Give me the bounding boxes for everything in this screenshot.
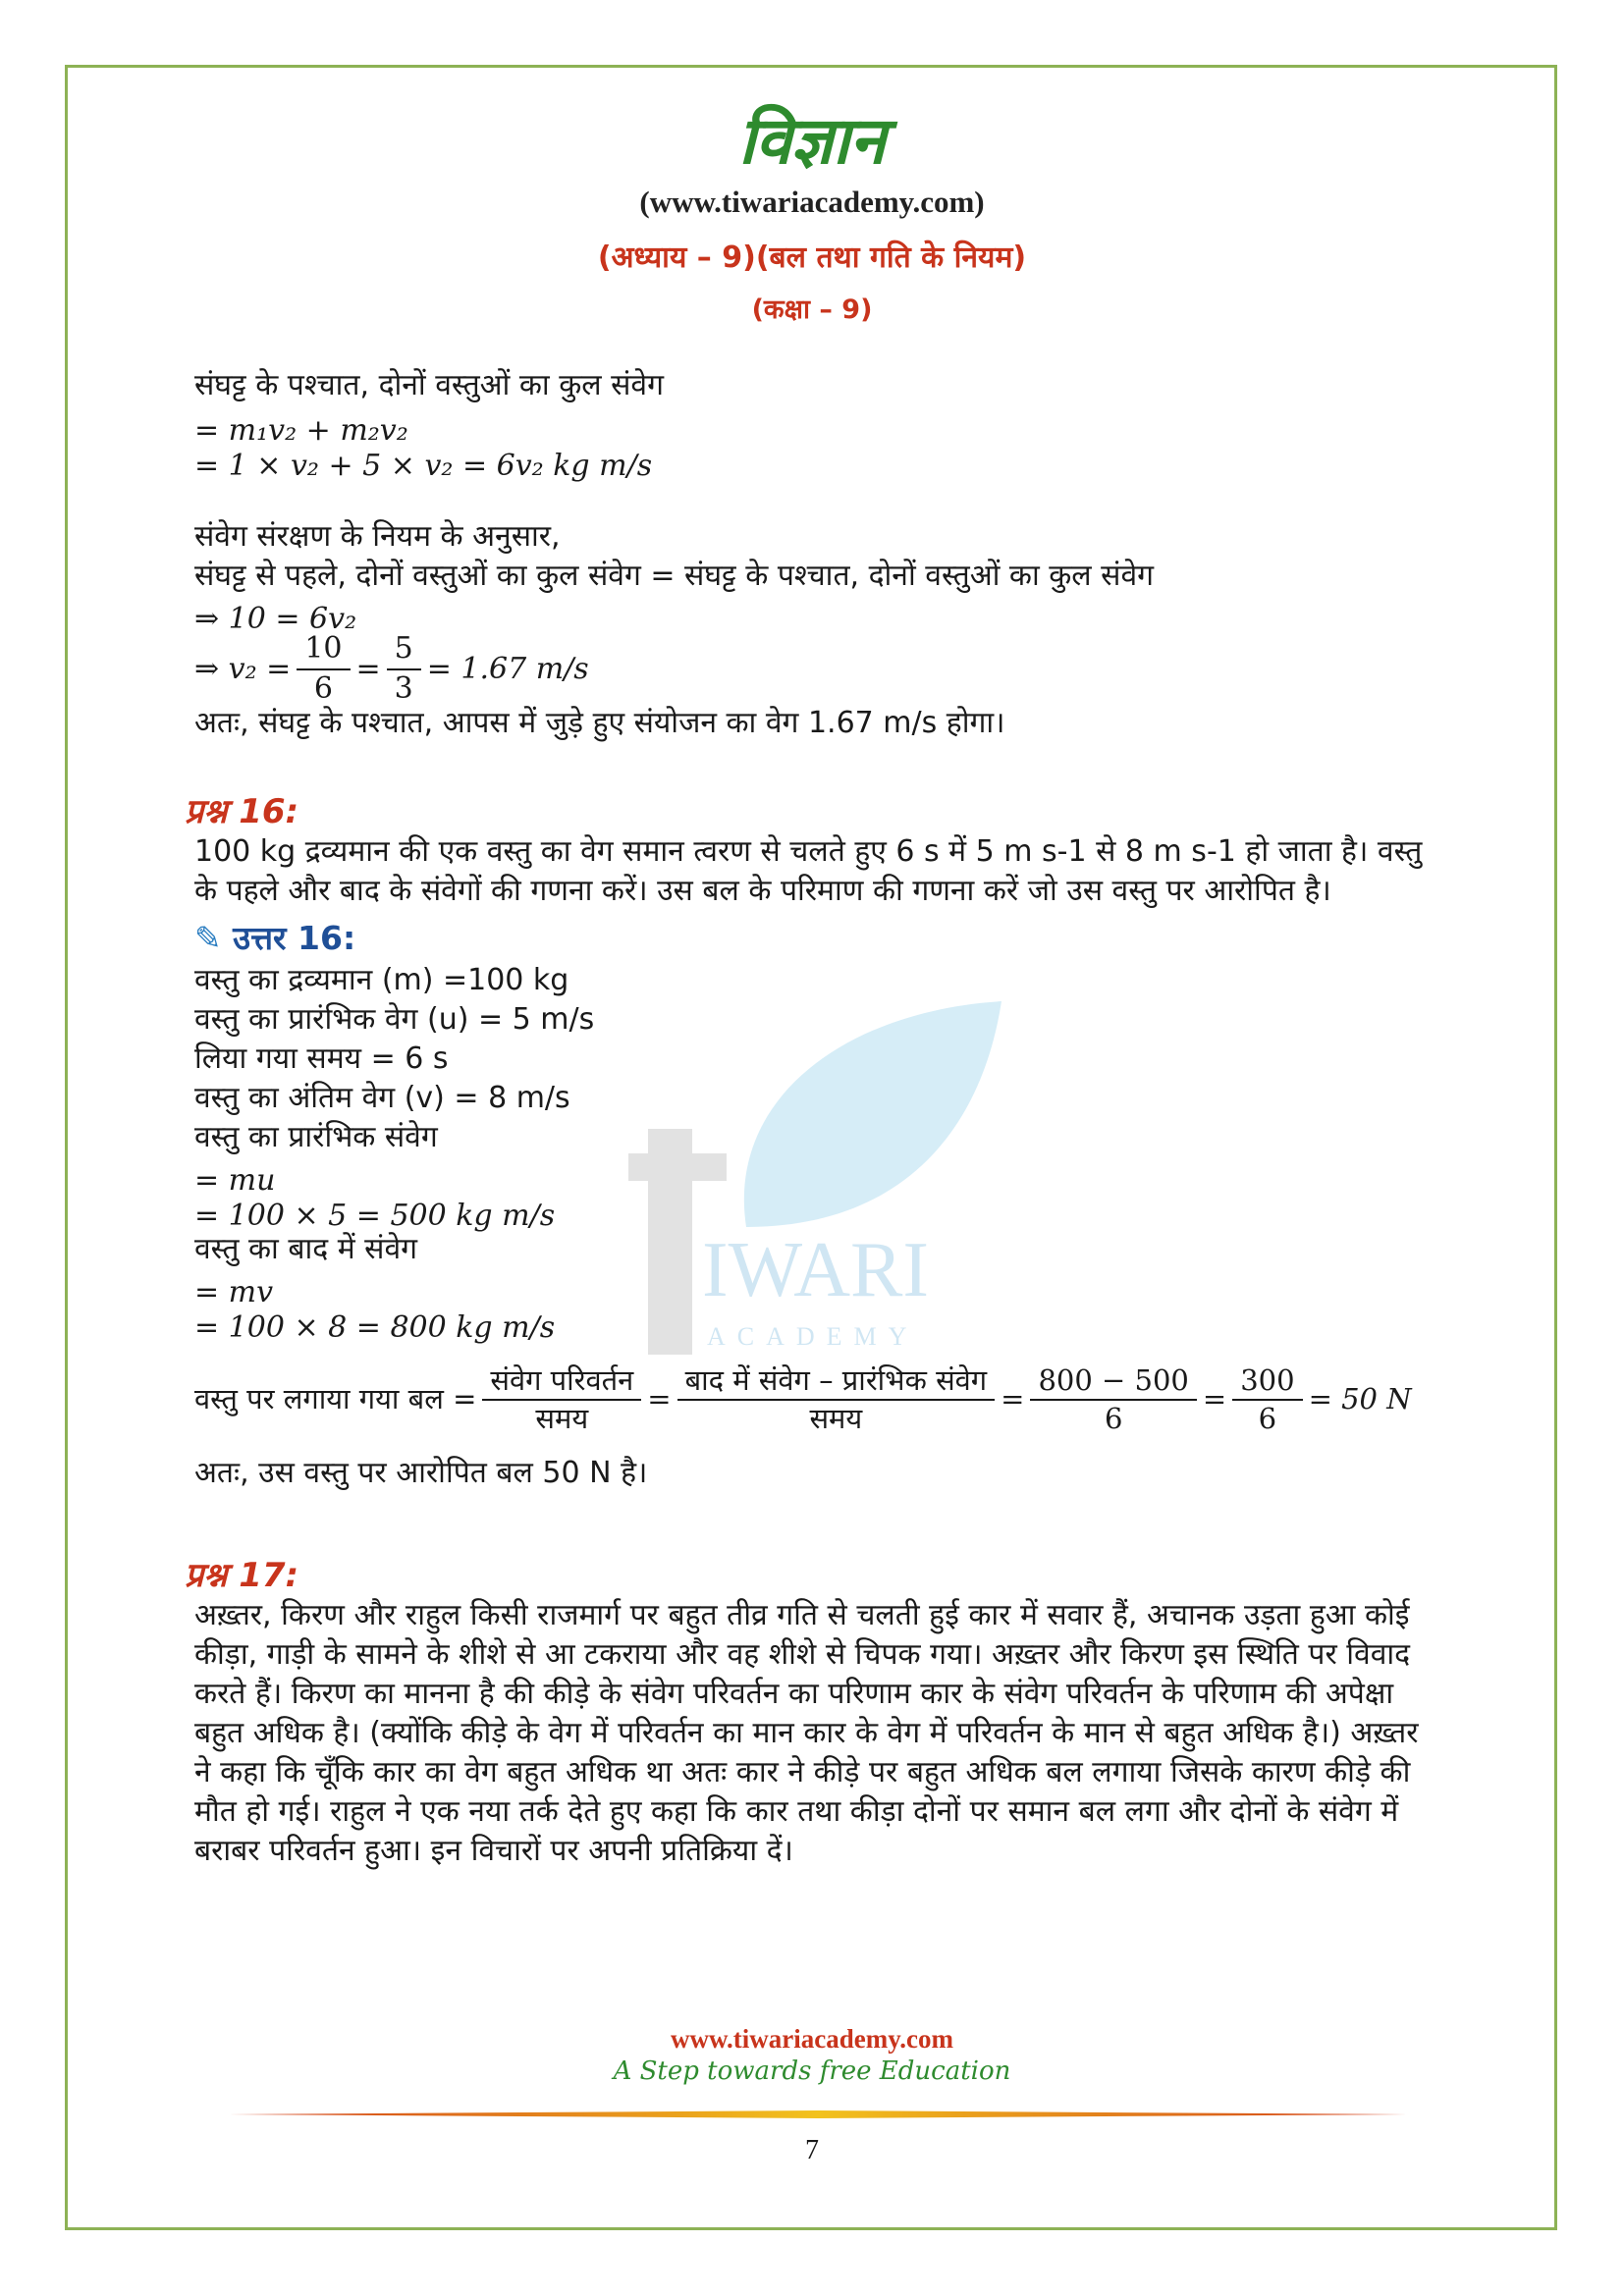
eq-rhs: = 1.67 m/s: [426, 652, 589, 686]
footer-divider: [229, 2110, 1407, 2118]
sol-equation: = m₁v₂ + m₂v₂: [194, 413, 408, 448]
sol-fraction-equation: ⇒ v₂ = $\frac{10}{6}$ = $\frac{5}{3}$ = 1.67 m/s: [194, 631, 589, 706]
fraction: $\frac{800 - 500}{6}$: [1030, 1364, 1196, 1436]
answer-heading: ✎ उत्तर 16:: [194, 919, 356, 957]
answer-line: वस्तु का प्रारंभिक वेग (u) = 5 m/s: [194, 1002, 595, 1037]
answer-equation: = 100 × 5 = 500 kg m/s: [194, 1199, 556, 1233]
sol-line: संघट्ट से पहले, दोनों वस्तुओं का कुल संवेग = संघट्ट के पश्चात, दोनों वस्तुओं का कुल संवेग: [194, 559, 1155, 593]
answer-line: वस्तु का अंतिम वेग (v) = 8 m/s: [194, 1081, 570, 1115]
footer-tagline: A Step towards free Education: [613, 2056, 1011, 2086]
answer-equation: = mu: [194, 1163, 276, 1198]
question-heading: प्रश्न 17:: [185, 1556, 299, 1595]
fraction: $\frac{5}{3}$: [387, 632, 421, 706]
question-text: 100 kg द्रव्यमान की एक वस्तु का वेग समान त्वरण से चलते हुए 6 s में 5 m s-1 से 8 m s-1 हो जाता है। वस्तु के पहले और बाद के संवेगों की गणना करें। उस बल के परिमाण की गणना करें जो उस वस्तु पर आरोपित है।: [194, 834, 1423, 908]
sol-line: संवेग संरक्षण के नियम के अनुसार,: [194, 519, 561, 554]
sol-line: संघट्ट के पश्चात, दोनों वस्तुओं का कुल संवेग: [194, 368, 664, 402]
sol-conclusion: अतः, संघट्ट के पश्चात, आपस में जुड़े हुए संयोजन का वेग 1.67 m/s होगा।: [194, 706, 1005, 740]
chapter-label: (अध्याय – 9)(बल तथा गति के नियम): [597, 240, 1027, 275]
watermark-word: IWARI: [702, 1227, 930, 1313]
answer-equation: = mv: [194, 1275, 274, 1309]
answer-line: लिया गया समय = 6 s: [194, 1041, 449, 1076]
answer-line: वस्तु का द्रव्यमान (m) =100 kg: [194, 963, 569, 997]
answer-equation: = 100 × 8 = 800 kg m/s: [194, 1310, 556, 1345]
fraction: $\frac{300}{6}$: [1232, 1364, 1302, 1436]
sol-equation: = 1 × v₂ + 5 × v₂ = 6v₂ kg m/s: [194, 449, 653, 483]
pen-icon: ✎: [194, 919, 222, 957]
fraction: $\frac{\text{बाद में संवेग – प्रारंभिक संवेग}}{\text{समय}}$: [677, 1364, 996, 1436]
eq-lhs: ⇒ v₂ =: [194, 652, 292, 686]
sol-equation: ⇒ 10 = 6v₂: [194, 602, 357, 636]
footer-website[interactable]: www.tiwariacademy.com: [671, 2024, 953, 2054]
class-label: (कक्षा – 9): [751, 294, 873, 325]
question-heading: प्रश्न 16:: [185, 792, 299, 831]
force-equation: वस्तु पर लगाया गया बल = $\frac{\text{संवेग परिवर्तन}}{\text{समय}}$ = $\frac{\text{बाद में संवेग – प्रारंभिक संवेग}}{\text{समय}}$ = $\frac{800 - 500}{6}$ = $\frac{300}{6}$ = 50 N: [194, 1363, 1412, 1436]
fraction: $\frac{\text{संवेग परिवर्तन}}{\text{समय}}$: [482, 1364, 641, 1436]
answer-line: वस्तु का प्रारंभिक संवेग: [194, 1120, 438, 1154]
page-number: 7: [805, 2135, 819, 2165]
watermark-sub: ACADEMY: [707, 1322, 919, 1351]
force-rhs: = 50 N: [1308, 1382, 1412, 1416]
answer-line: वस्तु का बाद में संवेग: [194, 1232, 418, 1266]
tiwari-watermark-logo: [628, 982, 1021, 1374]
header-website[interactable]: (www.tiwariacademy.com): [639, 185, 985, 219]
answer-conclusion: अतः, उस वस्तु पर आरोपित बल 50 N है।: [194, 1456, 648, 1490]
fraction: $\frac{10}{6}$: [297, 632, 350, 706]
force-lhs: वस्तु पर लगाया गया बल =: [194, 1382, 477, 1416]
question-text: अख़्तर, किरण और राहुल किसी राजमार्ग पर बहुत तीव्र गति से चलती हुई कार में सवार हैं, अचानक उड़ता हुआ कोई कीड़ा, गाड़ी के सामने के शीशे से आ टकराया और वह शीशे से चिपक गया। अख़्तर और किरण इस स्थिति पर विवाद करते हैं। किरण का मानना है की कीड़े के संवेग परिवर्तन का परिणाम कार के संवेग परिवर्तन के परिणाम की अपेक्षा बहुत अधिक है। (क्योंकि कीड़े के वेग में परिवर्तन का मान कार के वेग में परिवर्तन के मान से बहुत अधिक है।) अख़्तर ने कहा कि चूँकि कार का वेग बहुत अधिक था अतः कार ने कीड़े पर बहुत अधिक बल लगाया जिसके कारण कीड़े की मौत हो गई। राहुल ने एक नया तर्क देते हुए कहा कि कार तथा कीड़ा दोनों पर समान बल लगा और दोनों के संवेग में बराबर परिवर्तन हुआ। इन विचारों पर अपनी प्रतिक्रिया दें।: [194, 1598, 1419, 1868]
page-title: विज्ञान: [738, 103, 886, 179]
